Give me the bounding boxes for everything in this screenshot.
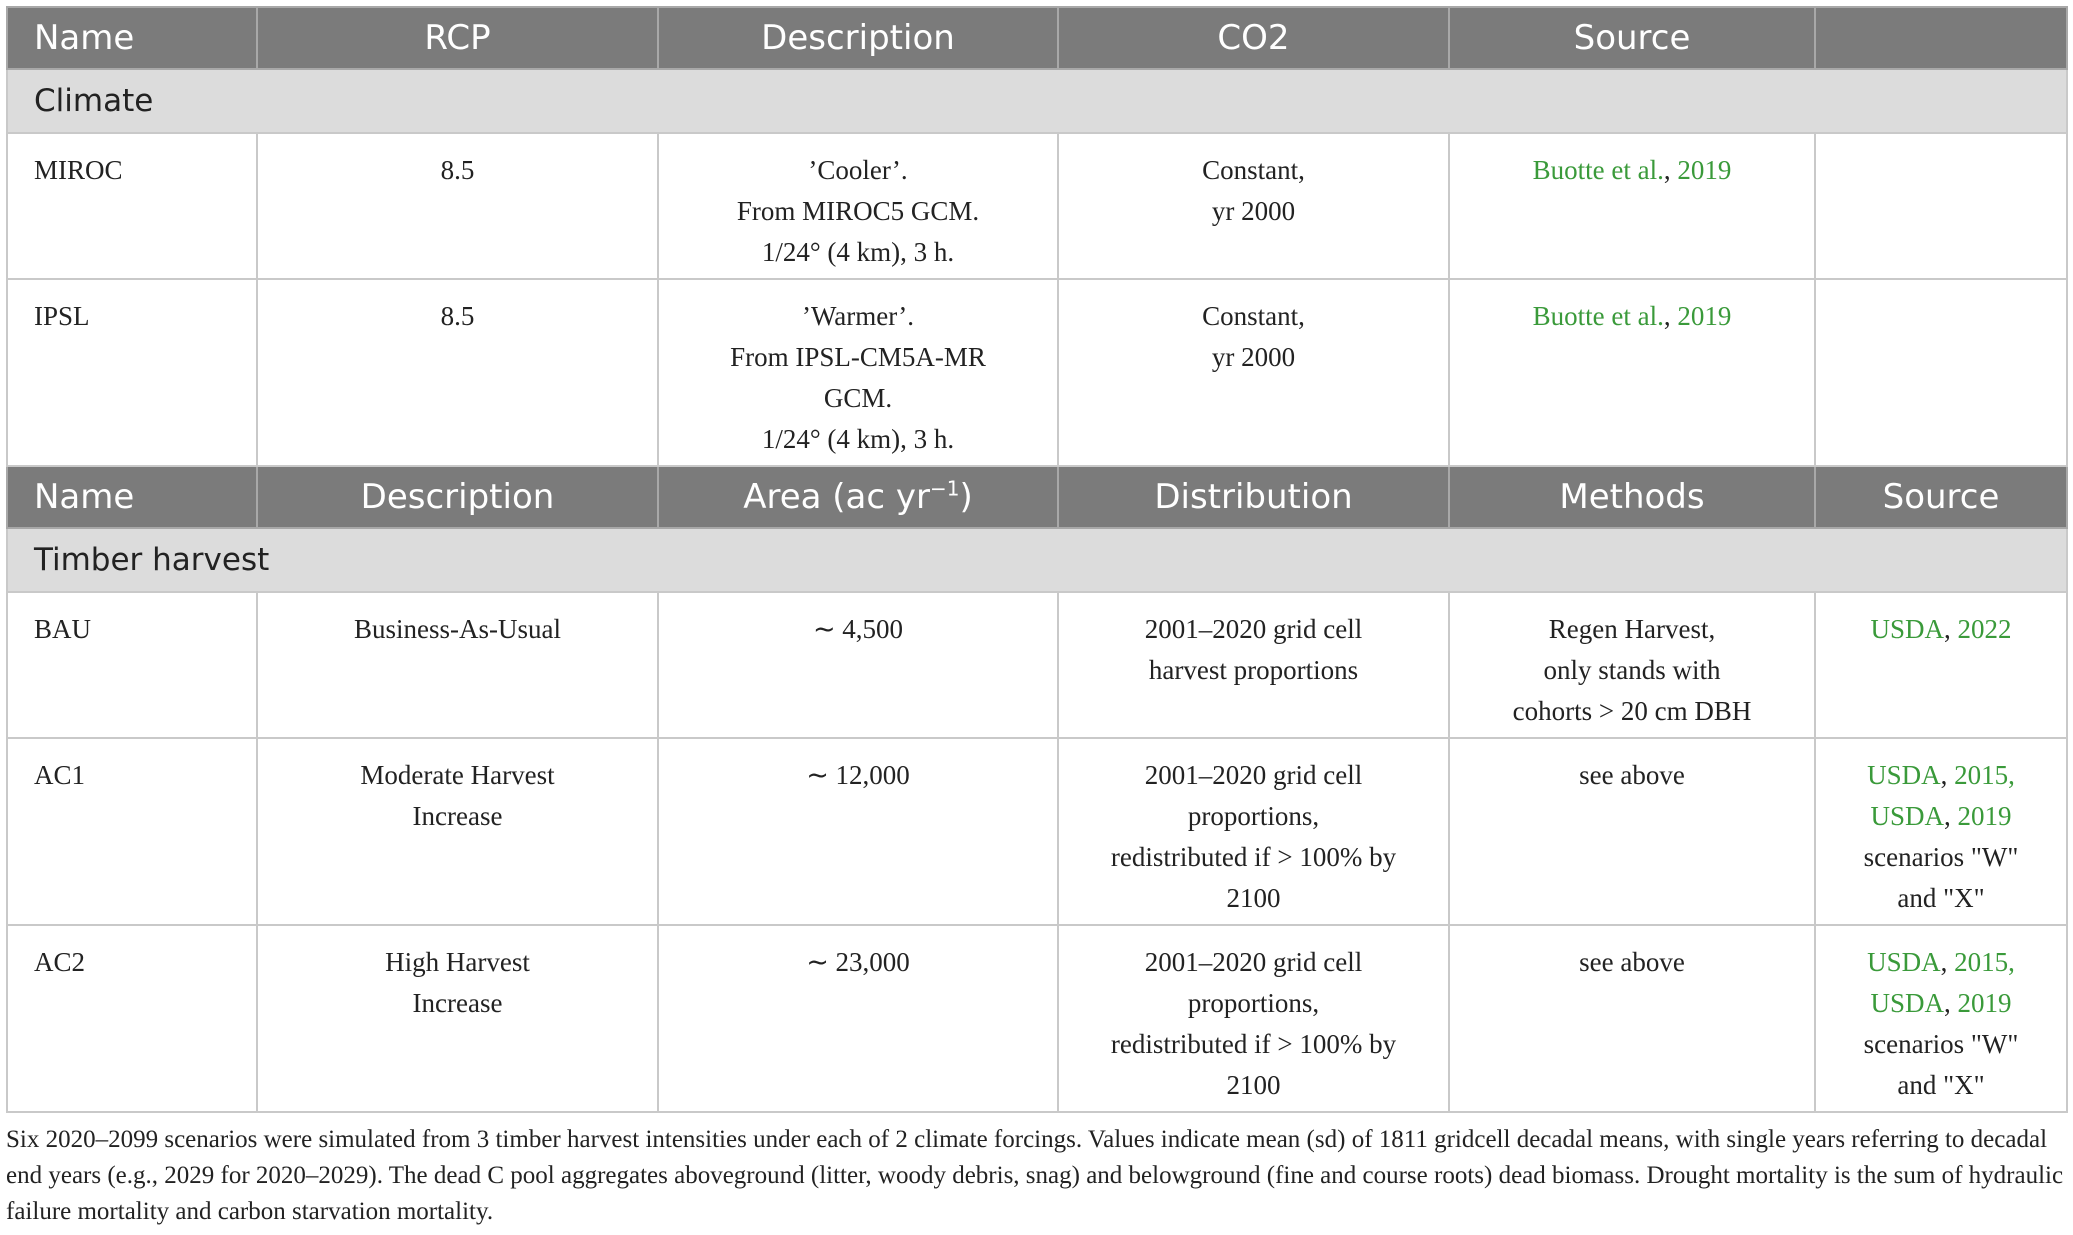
- citation-link-year[interactable]: 2022: [1957, 614, 2012, 644]
- description-line: 1/24° (4 km), 3 h.: [761, 237, 955, 267]
- cell-description: [658, 133, 1058, 279]
- description-line: From IPSL-CM5A-MR: [730, 342, 986, 372]
- cell-empty: [1815, 279, 2067, 466]
- co2-line: yr 2000: [1211, 196, 1296, 226]
- section-title-timber-harvest: Timber harvest: [7, 528, 2067, 592]
- section-row-timber-harvest: [7, 528, 2067, 592]
- methods-line: Regen Harvest,: [1548, 614, 1716, 644]
- cell-area: ∼ 12,000: [658, 738, 1058, 925]
- cell-methods: [1449, 738, 1815, 925]
- distribution-line: redistributed if > 100% by: [1110, 842, 1397, 872]
- source-line: [1816, 796, 2066, 837]
- header-area-close: ): [959, 477, 973, 517]
- section-row-climate: [7, 69, 2067, 133]
- citation-link[interactable]: USDA: [1867, 947, 1941, 977]
- header-description: Description: [658, 7, 1058, 69]
- distribution-line: proportions,: [1187, 988, 1320, 1018]
- citation-link-year[interactable]: 2019: [1957, 988, 2012, 1018]
- distribution-line: proportions,: [1187, 801, 1320, 831]
- scenario-table-container: [6, 6, 2066, 1113]
- distribution-line: 2100: [1226, 1070, 1281, 1100]
- table-footnote: Six 2020–2099 scenarios were simulated from 3 timber harvest intensities under each of 2 climate forcings. Values indicate mean (sd) of 1811 gridcell decadal means, with single years referring to decadal end years (e.g., 2029 for 2020–2029). The dead C pool aggregates aboveground (litter, woody debris, snag) and belowground (fine and course roots) dead biomass. Drought mortality is the sum of hydraulic failure mortality and carbon starvation mortality.: [6, 1126, 2064, 1225]
- citation-separator: ,: [1663, 155, 1678, 185]
- source-line: and "X": [1897, 883, 1985, 913]
- distribution-line: harvest proportions: [1148, 655, 1359, 685]
- cell-co2: [1058, 279, 1449, 466]
- description-line: 1/24° (4 km), 3 h.: [761, 424, 955, 454]
- cell-rcp: 8.5: [257, 279, 658, 466]
- description-line: ’Warmer’.: [801, 301, 914, 331]
- cell-distribution: [1058, 925, 1449, 1112]
- cell-source: [1815, 925, 2067, 1112]
- cell-description: [257, 738, 658, 925]
- source-line: scenarios "W": [1863, 1029, 2019, 1059]
- climate-header-row: [7, 7, 2067, 69]
- cell-source: [1449, 279, 1815, 466]
- description-line: High Harvest: [385, 947, 530, 977]
- cell-name: BAU: [7, 592, 257, 738]
- source-line: [1816, 755, 2066, 796]
- table-row: [7, 925, 2067, 1112]
- cell-rcp: 8.5: [257, 133, 658, 279]
- header-source: Source: [1815, 466, 2067, 528]
- source-line: [1816, 983, 2066, 1024]
- description-line: From MIROC5 GCM.: [736, 196, 980, 226]
- methods-line: cohorts > 20 cm DBH: [1512, 696, 1752, 726]
- citation-link-author[interactable]: Buotte et al.: [1532, 155, 1664, 185]
- co2-line: Constant,: [1202, 301, 1305, 331]
- methods-line: see above: [1579, 947, 1685, 977]
- header-co2: CO2: [1058, 7, 1449, 69]
- cell-source: [1815, 592, 2067, 738]
- citation-link[interactable]: USDA: [1870, 988, 1944, 1018]
- co2-line: yr 2000: [1211, 342, 1296, 372]
- citation-link-author[interactable]: Buotte et al.: [1532, 301, 1664, 331]
- cell-name: MIROC: [7, 133, 257, 279]
- citation-link[interactable]: USDA: [1870, 614, 1944, 644]
- citation-separator: ,: [1944, 801, 1958, 831]
- source-line: scenarios "W": [1863, 842, 2019, 872]
- citation-link-year[interactable]: 2015,: [1954, 947, 2015, 977]
- header-name: Name: [7, 7, 257, 69]
- harvest-header-row: [7, 466, 2067, 528]
- table-row: [7, 133, 2067, 279]
- methods-line: only stands with: [1543, 655, 1721, 685]
- cell-description: [257, 925, 658, 1112]
- distribution-line: 2100: [1226, 883, 1281, 913]
- cell-name: IPSL: [7, 279, 257, 466]
- header-area-exponent: −1: [930, 476, 960, 501]
- methods-line: see above: [1579, 760, 1685, 790]
- header-area: [658, 466, 1058, 528]
- cell-methods: [1449, 925, 1815, 1112]
- header-distribution: Distribution: [1058, 466, 1449, 528]
- citation-separator: ,: [1944, 988, 1958, 1018]
- citation-link-year[interactable]: 2019: [1677, 301, 1732, 331]
- header-empty: [1815, 7, 2067, 69]
- description-line: GCM.: [823, 383, 893, 413]
- header-description: Description: [257, 466, 658, 528]
- description-line: Increase: [412, 988, 503, 1018]
- table-row: [7, 279, 2067, 466]
- citation-link-year[interactable]: 2019: [1677, 155, 1732, 185]
- co2-line: Constant,: [1202, 155, 1305, 185]
- cell-area: ∼ 4,500: [658, 592, 1058, 738]
- cell-description: [257, 592, 658, 738]
- citation-link[interactable]: USDA: [1867, 760, 1941, 790]
- cell-source: [1815, 738, 2067, 925]
- cell-distribution: [1058, 738, 1449, 925]
- distribution-line: 2001–2020 grid cell: [1144, 760, 1363, 790]
- distribution-line: 2001–2020 grid cell: [1144, 614, 1363, 644]
- header-name: Name: [7, 466, 257, 528]
- source-line: and "X": [1897, 1070, 1985, 1100]
- cell-description: [658, 279, 1058, 466]
- table-row: [7, 592, 2067, 738]
- distribution-line: redistributed if > 100% by: [1110, 1029, 1397, 1059]
- citation-link[interactable]: USDA: [1870, 801, 1944, 831]
- cell-empty: [1815, 133, 2067, 279]
- section-title-climate: Climate: [7, 69, 2067, 133]
- cell-co2: [1058, 133, 1449, 279]
- description-line: Increase: [412, 801, 503, 831]
- citation-separator: ,: [1663, 301, 1678, 331]
- header-methods: Methods: [1449, 466, 1815, 528]
- citation-separator: ,: [1940, 760, 1955, 790]
- scenario-table: [6, 6, 2068, 1113]
- cell-name: AC2: [7, 925, 257, 1112]
- citation-link-year[interactable]: 2019: [1957, 801, 2012, 831]
- cell-source: [1449, 133, 1815, 279]
- distribution-line: 2001–2020 grid cell: [1144, 947, 1363, 977]
- citation-link-year[interactable]: 2015,: [1954, 760, 2015, 790]
- description-line: Moderate Harvest: [360, 760, 555, 790]
- description-line: Business-As-Usual: [354, 614, 561, 644]
- cell-name: AC1: [7, 738, 257, 925]
- cell-methods: [1449, 592, 1815, 738]
- header-rcp: RCP: [257, 7, 658, 69]
- header-area-text: Area (ac yr: [743, 477, 930, 517]
- citation-separator: ,: [1944, 614, 1958, 644]
- cell-area: ∼ 23,000: [658, 925, 1058, 1112]
- table-row: [7, 738, 2067, 925]
- source-line: [1816, 609, 2066, 650]
- header-source: Source: [1449, 7, 1815, 69]
- source-line: [1816, 942, 2066, 983]
- citation-separator: ,: [1940, 947, 1955, 977]
- cell-distribution: [1058, 592, 1449, 738]
- description-line: ’Cooler’.: [808, 155, 908, 185]
